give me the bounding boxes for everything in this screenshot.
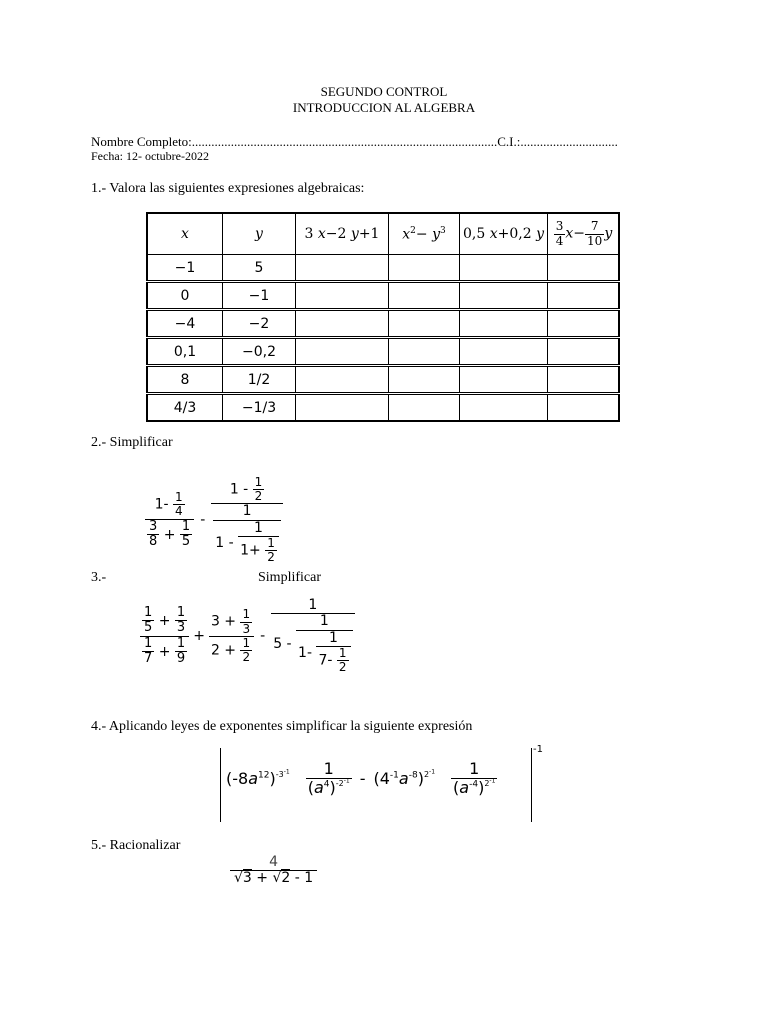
question-3-label: 3.- — [91, 570, 107, 585]
answer-cell[interactable] — [296, 394, 389, 422]
answer-cell[interactable] — [389, 338, 460, 366]
cell-x: −1 — [147, 255, 223, 282]
name-line — [91, 134, 618, 150]
cell-y: −1 — [223, 282, 296, 310]
cell-x: −4 — [147, 310, 223, 338]
name-label: Nombre Completo: — [91, 134, 192, 149]
header-y: y — [223, 213, 296, 255]
page-subtitle: INTRODUCCION AL ALGEBRA — [292, 100, 476, 115]
header-expr-2: $x^2- y^3$ — [389, 213, 460, 255]
cell-x: 4/3 — [147, 394, 223, 422]
q5-expression: $\frac{4}{√3 + √2 - 1}$ — [230, 855, 317, 887]
q4-outer-exponent: -1 — [533, 744, 543, 755]
answer-cell[interactable] — [460, 338, 548, 366]
answer-cell[interactable] — [389, 394, 460, 422]
cell-y: −2 — [223, 310, 296, 338]
answer-cell[interactable] — [389, 310, 460, 338]
answer-cell[interactable] — [460, 394, 548, 422]
cell-y: −1/3 — [223, 394, 296, 422]
q4-expression: $(-8a^{12})^{-3^{-1}}$ 1 $(a^4)^{-2^{-1}}$ - $(4^{-1}a^{-8})^{2^{-1}}$ 1 $(a^{-4})^{2^{-1}}$ — [226, 759, 496, 797]
answer-cell[interactable] — [296, 255, 389, 282]
answer-cell[interactable] — [296, 338, 389, 366]
answer-cell[interactable] — [296, 282, 389, 310]
name-dots: .............................................................................................. — [191, 134, 498, 149]
answer-cell[interactable] — [460, 366, 548, 394]
question-3-label-simplificar: Simplificar — [258, 570, 321, 585]
answer-cell[interactable] — [548, 394, 620, 422]
cell-x: 8 — [147, 366, 223, 394]
values-table — [146, 212, 620, 422]
page-title: SEGUNDO CONTROL — [320, 84, 448, 99]
table-row — [147, 366, 619, 394]
cell-x: 0 — [147, 282, 223, 310]
cell-x: 0,1 — [147, 338, 223, 366]
answer-cell[interactable] — [389, 255, 460, 282]
answer-cell[interactable] — [548, 338, 620, 366]
answer-cell[interactable] — [548, 310, 620, 338]
table-row — [147, 282, 619, 310]
table-header-row — [147, 213, 619, 255]
cell-y: 1/2 — [223, 366, 296, 394]
question-2-label: 2.- Simplificar — [91, 435, 173, 450]
header-expr-3: 0,5 x+0,2 y — [460, 213, 548, 255]
question-4-label: 4.- Aplicando leyes de exponentes simplificar la siguiente expresión — [91, 719, 473, 734]
answer-cell[interactable] — [460, 310, 548, 338]
date-label: Fecha: 12- octubre-2022 — [91, 149, 209, 163]
q2-expression: 1- $\frac{1}{4}$ $\frac{3}{8}$ + $\frac{1}{5}$ - 1 - $\frac{1}{2}$ 1 1 - 1 1+ $\frac{1}{2}$ — [145, 476, 283, 565]
answer-cell[interactable] — [460, 255, 548, 282]
header-expr-1: 3 x−2 y+1 — [296, 213, 389, 255]
table-row — [147, 394, 619, 422]
table-row — [147, 255, 619, 282]
question-1-label: 1.- Valora las siguientes expresiones algebraicas: — [91, 181, 365, 196]
answer-cell[interactable] — [296, 366, 389, 394]
cell-y: −0,2 — [223, 338, 296, 366]
table-row — [147, 310, 619, 338]
answer-cell[interactable] — [548, 255, 620, 282]
header-x: x — [147, 213, 223, 255]
cell-y: 5 — [223, 255, 296, 282]
answer-cell[interactable] — [548, 366, 620, 394]
table-row — [147, 338, 619, 366]
q3-expression: $\frac{1}{5}$ + $\frac{1}{3}$ $\frac{1}{7}$ + $\frac{1}{9}$ + 3 + $\frac{1}{3}$ 2 + $\frac{1}{2}$ - 1 5 - 1 1- 1 7- $\frac{1}{2}$ — [140, 598, 355, 675]
ci-dots: .............................. — [520, 134, 618, 149]
ci-label: C.I.: — [497, 134, 521, 149]
answer-cell[interactable] — [296, 310, 389, 338]
answer-cell[interactable] — [460, 282, 548, 310]
answer-cell[interactable] — [548, 282, 620, 310]
question-5-label: 5.- Racionalizar — [91, 838, 181, 853]
answer-cell[interactable] — [389, 366, 460, 394]
answer-cell[interactable] — [389, 282, 460, 310]
header-expr-4: $\frac{3}{4}$ x− $\frac{7}{10}$ y — [548, 213, 620, 255]
